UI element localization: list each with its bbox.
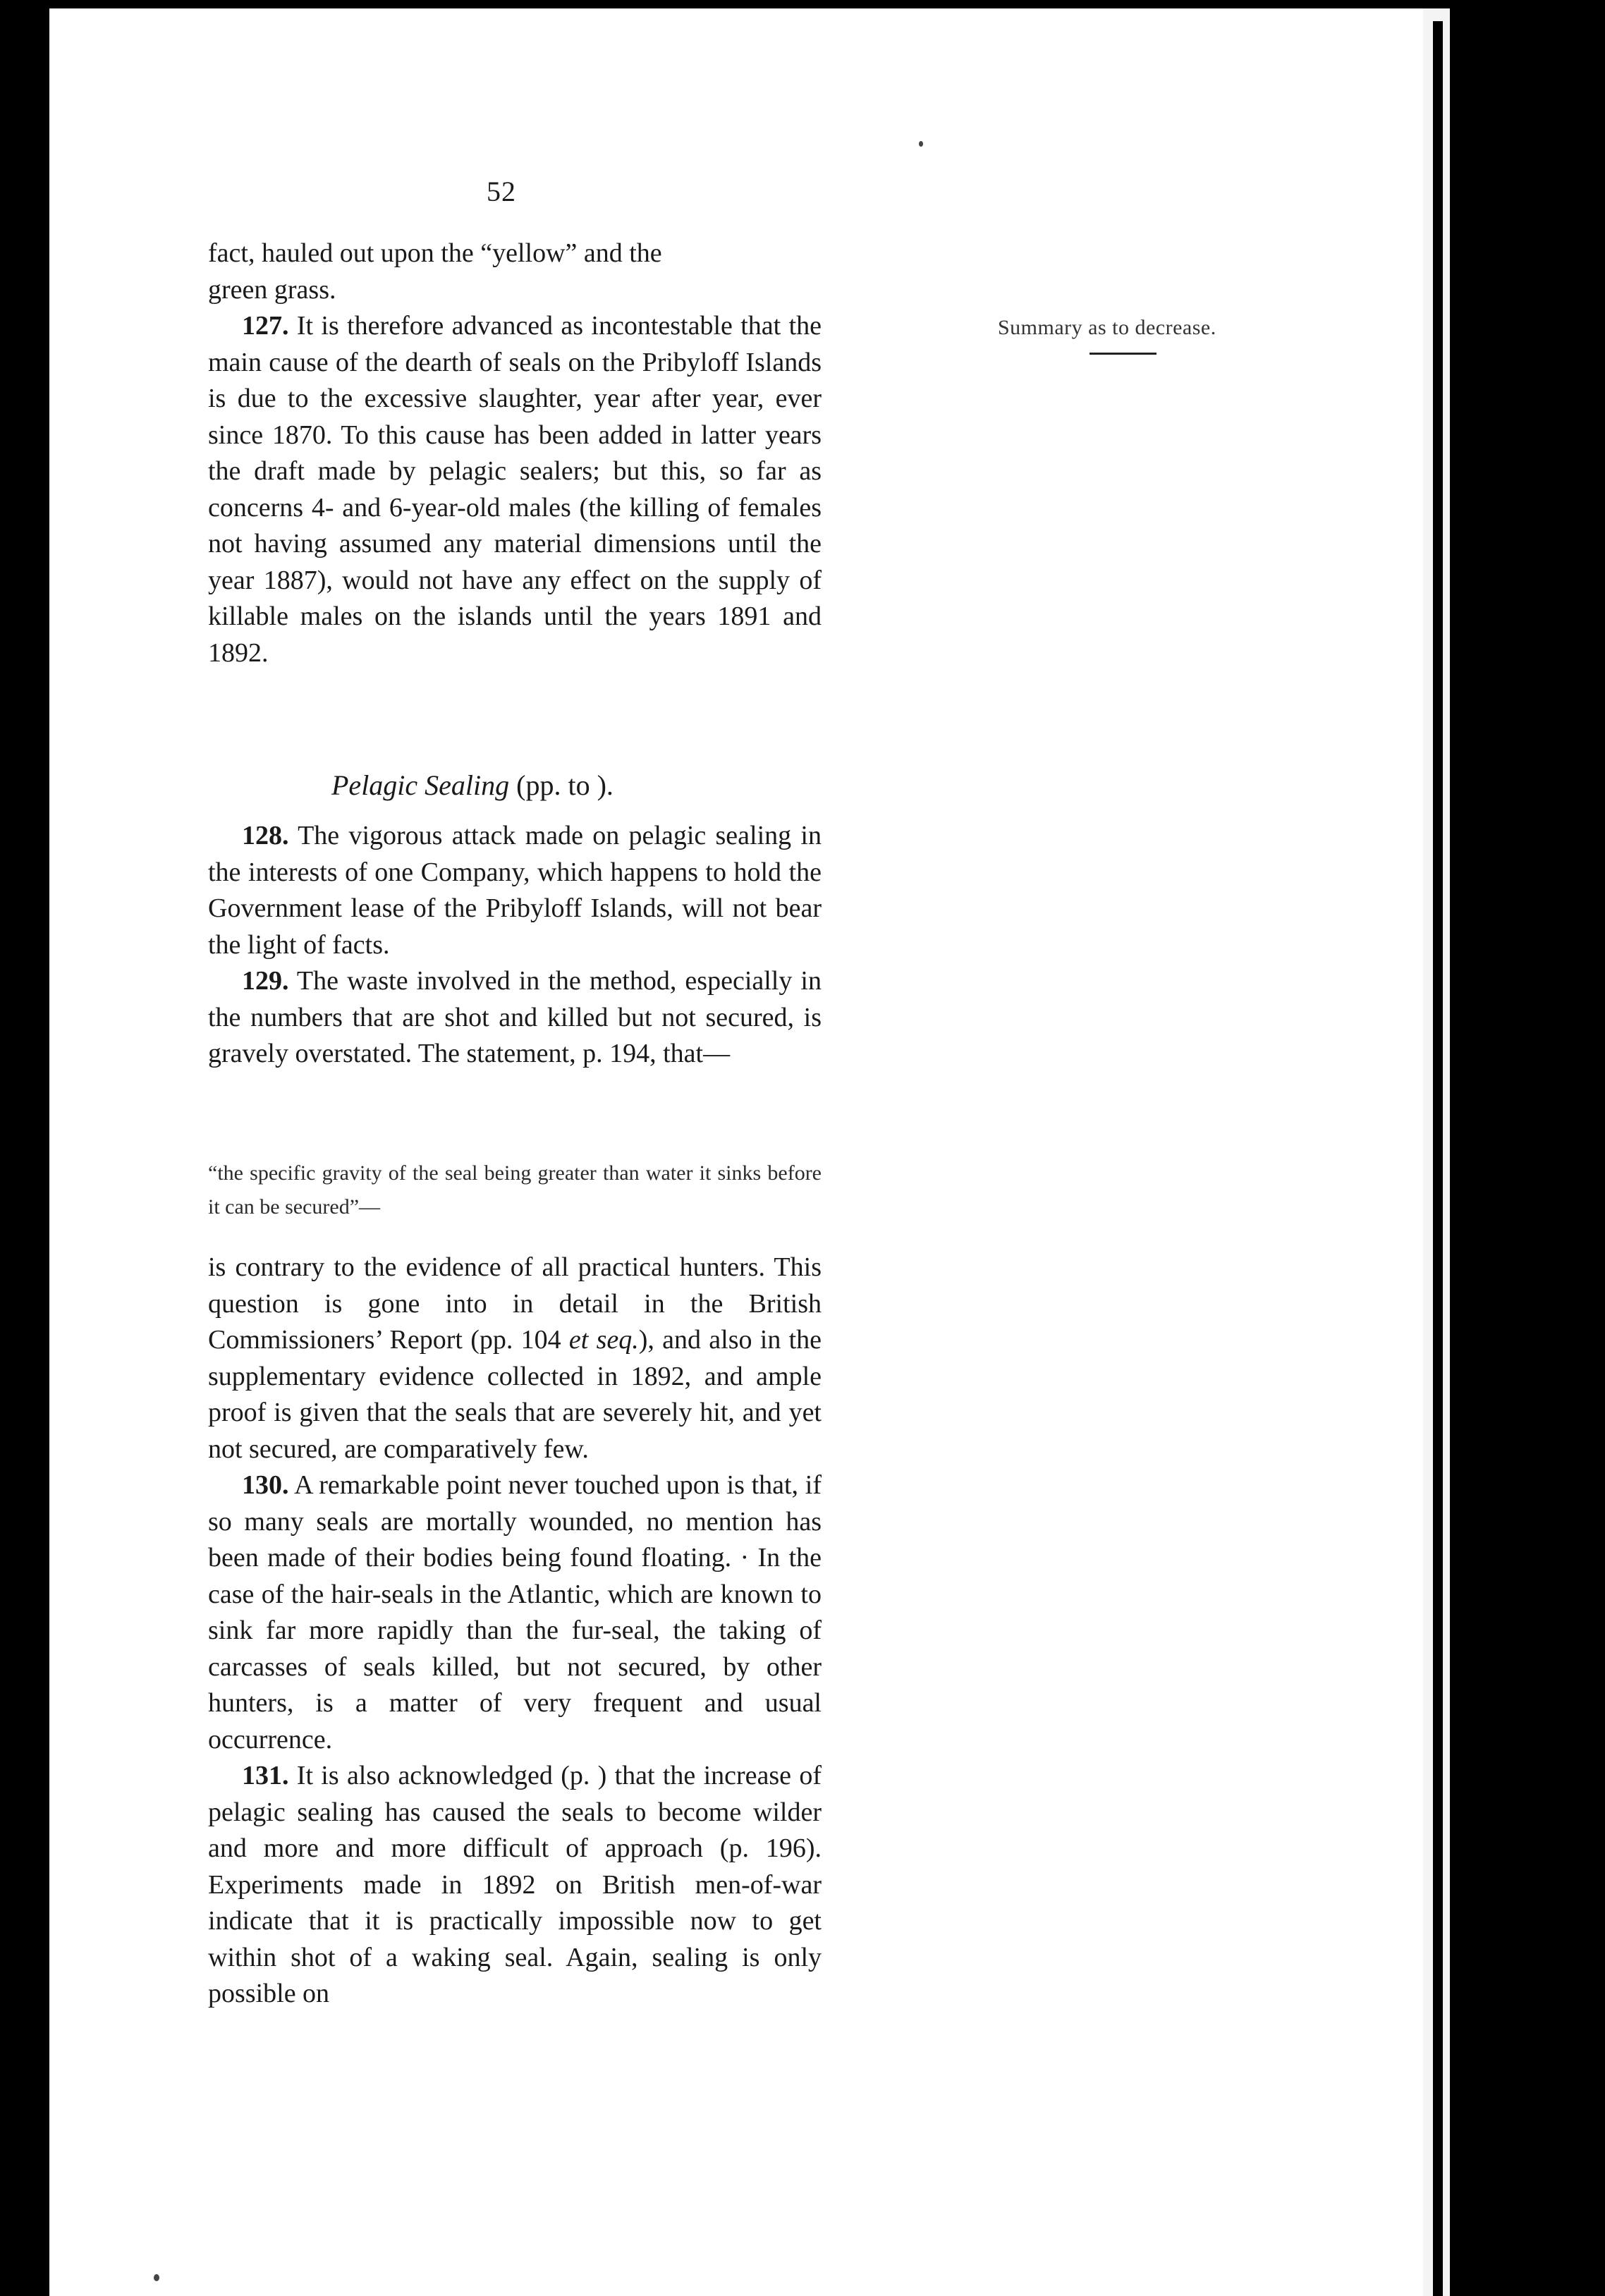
paragraph-text: It is also acknowledged (p. ) that the increase of pelagic sealing has caused the seals to become wilder and more and more difficult of approach (p. 196). Experiments made in 1892 on British men-of-war indicate that it is practically impossible now to get within shot of a waking seal. Again, sealing is only possible on [208, 1761, 822, 2008]
text-block-bottom [208, 1250, 822, 2013]
paragraph-131 [208, 1758, 822, 2013]
top-edge-rule [1023, 0, 1432, 7]
paragraph-130 [208, 1467, 822, 1758]
margin-note-rule [1090, 353, 1157, 355]
text-block-middle [208, 818, 822, 1073]
paragraph-128 [208, 818, 822, 963]
page-number: 52 [487, 176, 516, 207]
paragraph-number: 131. [242, 1761, 289, 1790]
section-heading-title: Pelagic Sealing [331, 769, 510, 801]
page-edge-line [1433, 21, 1443, 2296]
margin-note: Summary as to decrease. [998, 316, 1216, 339]
continuation-line-2: green grass. [208, 274, 336, 305]
paragraph-text: The vigorous attack made on pelagic sealing in the interests of one Company, which happens to hold the Government lease of the Pribyloff Islands, will not bear the light of facts. [208, 821, 822, 960]
section-heading-pages: (pp. to ). [516, 769, 614, 801]
continuation-line-1: fact, hauled out upon the “yellow” and the [208, 238, 662, 268]
paragraph-text: is contrary to the evidence of all practical hunters. This question is gone into in detail in the British Commissioners’ Report (pp. 104 [208, 1252, 822, 1355]
paragraph-number: 128. [242, 821, 289, 850]
paragraph-continuation [208, 1250, 822, 1467]
block-quote: “the specific gravity of the seal being greater than water it sinks before it can be secured”— [208, 1161, 822, 1219]
text-block-top [208, 236, 822, 671]
scan-speck [154, 2274, 159, 2281]
paragraph-text-rest: ), and also in the supplementary evidence collected in 1892, and ample proof is given that the seals that are severely hit, and yet not secured, are comparatively few. [208, 1325, 822, 1464]
paragraph-number: 129. [242, 966, 289, 996]
italic-et-seq: et seq. [568, 1325, 639, 1355]
paragraph-text: It is therefore advanced as incontestable that the main cause of the dearth of seals on the Pribyloff Islands is due to the excessive slaughter, year after year, ever since 1870. To this cause has been added in latter years the draft made by pelagic sealers; but this, so far as concerns 4- and 6-year-old males (the killing of females not having assumed any material dimensions until the year 1887), would not have any effect on the supply of killable males on the islands until the years 1891 and 1892. [208, 311, 822, 668]
paragraph-number: 127. [242, 311, 289, 341]
paragraph-text: The waste involved in the method, especially in the numbers that are shot and killed but not secured, is gravely overstated. The statement, p. 194, that— [208, 966, 822, 1068]
section-heading [331, 769, 614, 802]
scan-speck [919, 141, 923, 147]
paragraph-text: A remarkable point never touched upon is that, if so many seals are mortally wounded, no mention has been made of their bodies being found floating. · In the case of the hair-seals in the Atlantic, which are known to sink far more rapidly than the fur-seal, the taking of carcasses of seals killed, but not secured, by other hunters, is a matter of very frequent and usual occurrence. [208, 1470, 822, 1754]
paragraph-number: 130. [242, 1470, 289, 1500]
paragraph-129 [208, 963, 822, 1073]
paragraph-127 [208, 308, 822, 671]
